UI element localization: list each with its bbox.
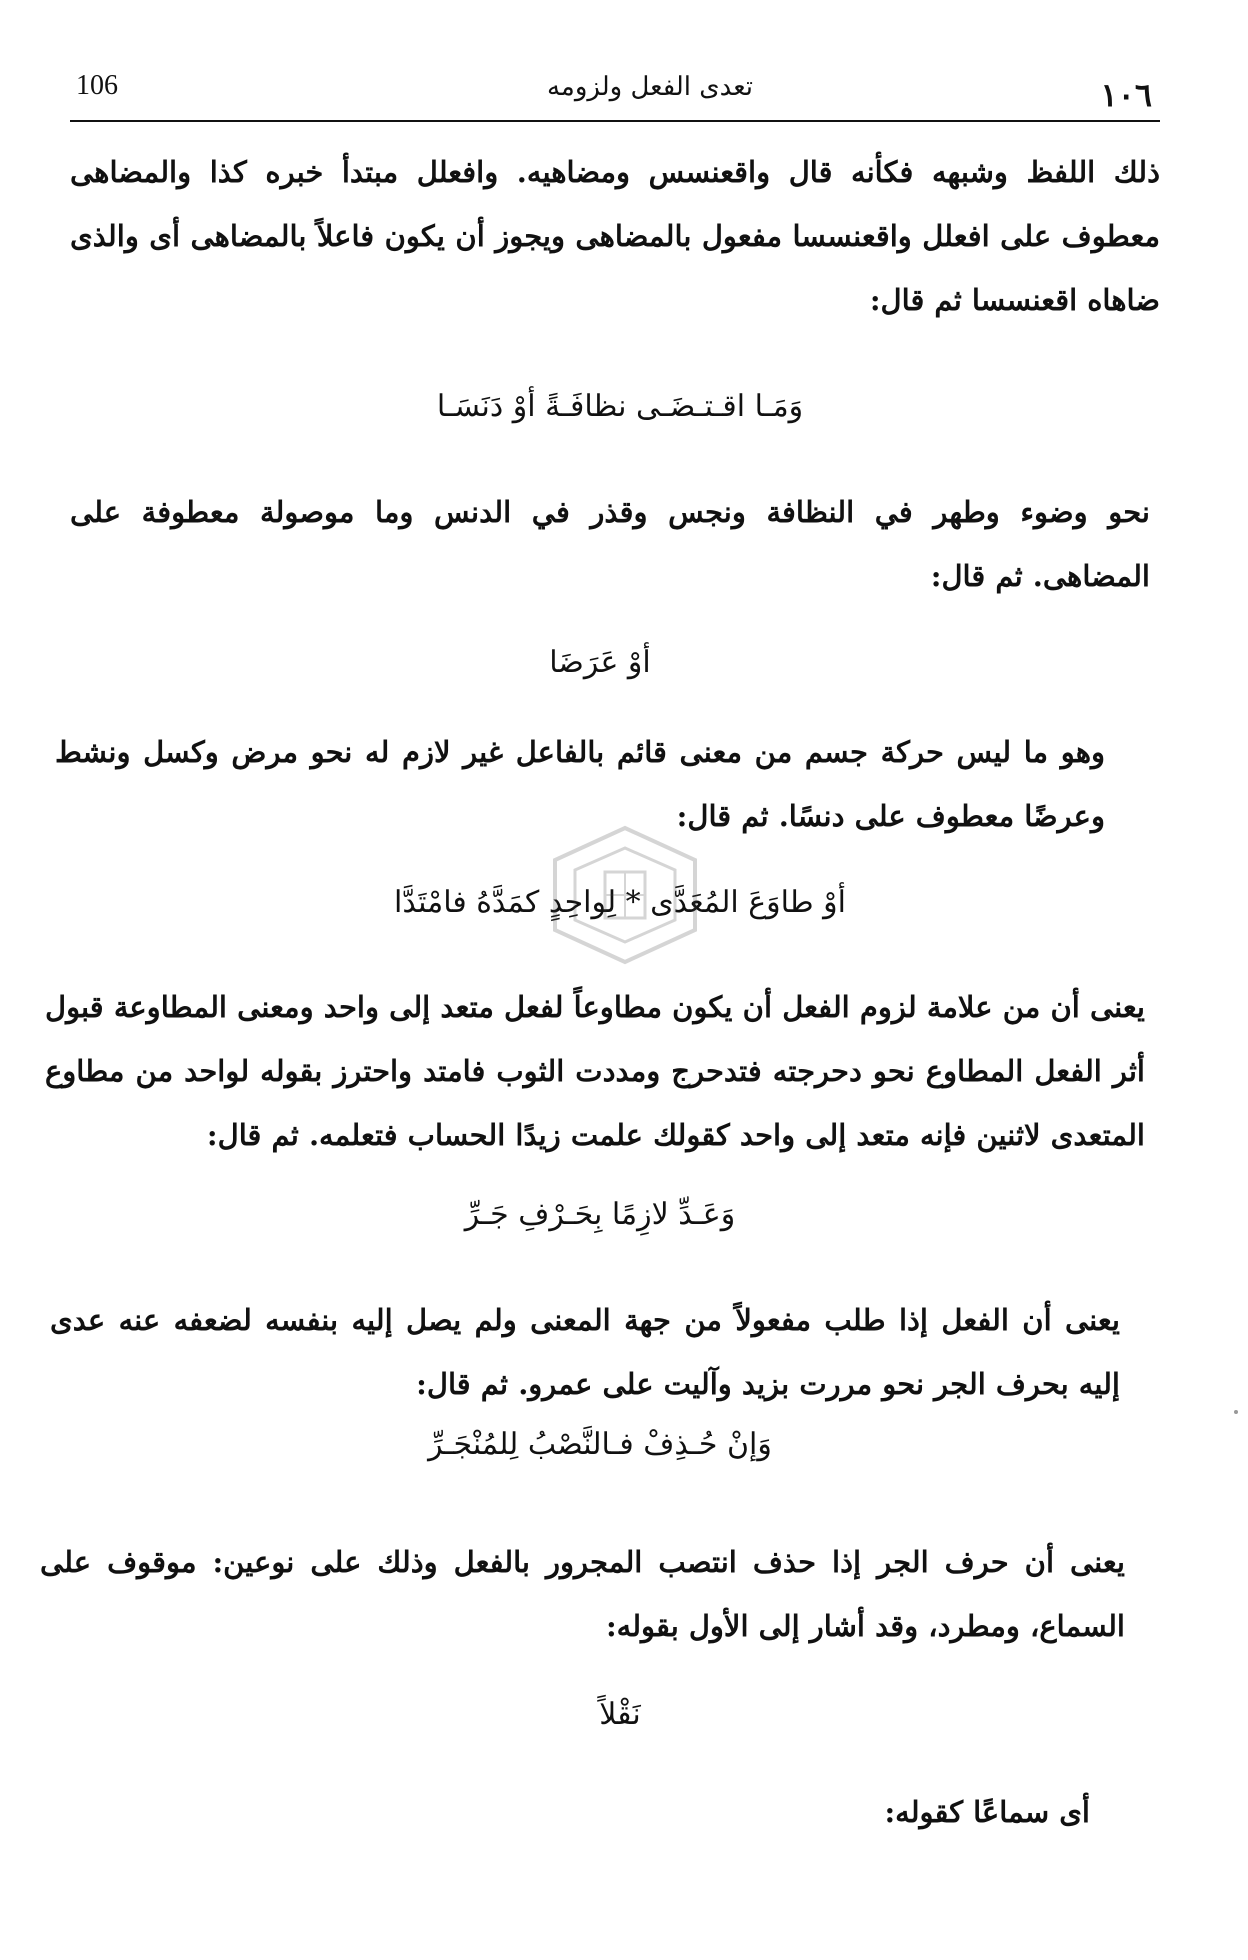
verse-4: وَعَـدِّ لازِمًا بِحَـرْفِ جَـرِّ — [464, 1197, 736, 1232]
paragraph-2: نحو وضوء وطهر في النظافة ونجس وقذر في الدنس وما موصولة معطوفة على المضاهى. ثم قال: — [70, 495, 1150, 593]
page-header — [70, 62, 1160, 122]
paragraph-3: وهو ما ليس حركة جسم من معنى قائم بالفاعل غير لازم له نحو مرض وكسل ونشط وعرضًا معطوف على دنسًا. ثم قال: — [55, 735, 1105, 833]
institution-seal-icon — [535, 820, 715, 970]
page-number-latin: 106 — [76, 70, 118, 101]
paragraph-5: يعنى أن الفعل إذا طلب مفعولاً من جهة المعنى ولم يصل إليه بنفسه لضعفه عنه عدى إليه بحرف الجر نحو مررت بزيد وآليت على عمرو. ثم قال: — [50, 1303, 1120, 1401]
verse-1: وَمَـا اقـتـضَـى نظافَـةً أوْ دَنَسَـا — [436, 389, 804, 424]
verse-5: وَإنْ حُـذِفْ فـالنَّصْبُ لِلمُنْجَـرِّ — [428, 1427, 772, 1462]
page-number-arabic: ١٠٦ — [1100, 76, 1152, 114]
paragraph-7: أى سماعًا كقوله: — [884, 1795, 1090, 1829]
verse-6: نَقْلاً — [599, 1697, 641, 1732]
header-rule — [70, 120, 1160, 122]
running-title: تعدى الفعل ولزومه — [546, 72, 754, 102]
verse-2: أوْ عَرَضَا — [549, 645, 651, 680]
paragraph-1: ذلك اللفظ وشبهه فكأنه قال واقعنسس ومضاهيه. وافعلل مبتدأ خبره كذا والمضاهى معطوف على افعلل واقعنسسا مفعول بالمضاهى ويجوز أن يكون فاعلاً بالمضاهى أى والذى ضاهاه اقعنسسا ثم قال: — [70, 155, 1160, 317]
paragraph-6: يعنى أن حرف الجر إذا حذف انتصب المجرور بالفعل وذلك على نوعين: موقوف على السماع، ومطرد، وقد أشار إلى الأول بقوله: — [40, 1545, 1125, 1643]
verse-3: أوْ طاوَعَ المُعَدَّى * لِواحِدٍ كمَدَّهُ فامْتَدَّا — [393, 885, 846, 920]
scan-speck — [1234, 1410, 1238, 1414]
paragraph-4: يعنى أن من علامة لزوم الفعل أن يكون مطاوعاً لفعل متعد إلى واحد ومعنى المطاوعة قبول أثر الفعل المطاوع نحو دحرجته فتدحرج ومددت الثوب فامتد واحترز بقوله لواحد من مطاوع المتعدى لاثنين فإنه متعد إلى واحد كقولك علمت زيدًا الحساب فتعلمه. ثم قال: — [45, 990, 1145, 1152]
